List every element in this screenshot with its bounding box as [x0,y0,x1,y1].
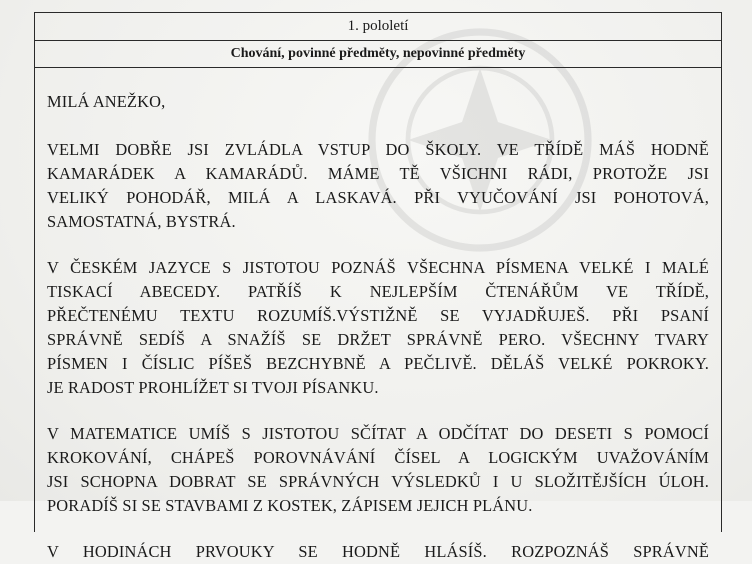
text-line: V MATEMATICE UMÍŠ S JISTOTOU SČÍTAT A ODČÍTAT DO DESETI S POMOCÍ [47,424,709,443]
paragraph-prvouka [47,540,709,564]
text-line: PORADÍŠ SI SE STAVBAMI Z KOSTEK, ZÁPISEM JEJICH PLÁNU. [47,496,533,515]
greeting: MILÁ ANEŽKO, [47,92,166,111]
report-table [34,12,722,561]
paragraph-czech [47,256,709,400]
text-line: PŘEČTENÉMU TEXTU ROZUMÍŠ.VÝSTIŽNĚ SE VYJADŘUJEŠ. PŘI PSANÍ [47,306,709,325]
evaluation-text [35,68,721,564]
text-line: SAMOSTATNÁ, BYSTRÁ. [47,212,236,231]
text-line: VELIKÝ POHODÁŘ, MILÁ A LASKAVÁ. PŘI VYUČOVÁNÍ JSI POHOTOVÁ, [47,188,709,207]
text-line: JE RADOST PROHLÍŽET SI TVOJI PÍSANKU. [47,378,379,397]
term-header: 1. pololetí [35,13,721,41]
text-line: V HODINÁCH PRVOUKY SE HODNĚ HLÁSÍŠ. ROZPOZNÁŠ SPRÁVNĚ [47,542,709,561]
paragraph-general [47,138,709,234]
text-line: JSI SCHOPNA DOBRAT SE SPRÁVNÝCH VÝSLEDKŮ I U SLOŽITĚJŠÍCH ÚLOH. [47,472,709,491]
text-line: TISKACÍ ABECEDY. PATŘÍŠ K NEJLEPŠÍM ČTENÁŘŮM VE TŘÍDĚ, [47,282,709,301]
subjects-header: Chování, povinné předměty, nepovinné předměty [35,41,721,68]
text-line: KAMARÁDEK A KAMARÁDŮ. MÁME TĚ VŠICHNI RÁDI, PROTOŽE JSI [47,164,709,183]
text-line: KROKOVÁNÍ, CHÁPEŠ POROVNÁVÁNÍ ČÍSEL A LOGICKÝM UVAŽOVÁNÍM [47,448,709,467]
text-line: V ČESKÉM JAZYCE S JISTOTOU POZNÁŠ VŠECHNA PÍSMENA VELKÉ I MALÉ [47,258,709,277]
text-line: PÍSMEN I ČÍSLIC PÍŠEŠ BEZCHYBNĚ A PEČLIVĚ. DĚLÁŠ VELKÉ POKROKY. [47,354,709,373]
text-line: SPRÁVNĚ SEDÍŠ A SNAŽÍŠ SE DRŽET SPRÁVNĚ PERO. VŠECHNY TVARY [47,330,709,349]
text-line: VELMI DOBŘE JSI ZVLÁDLA VSTUP DO ŠKOLY. VE TŘÍDĚ MÁŠ HODNĚ [47,140,709,159]
paragraph-math [47,422,709,518]
